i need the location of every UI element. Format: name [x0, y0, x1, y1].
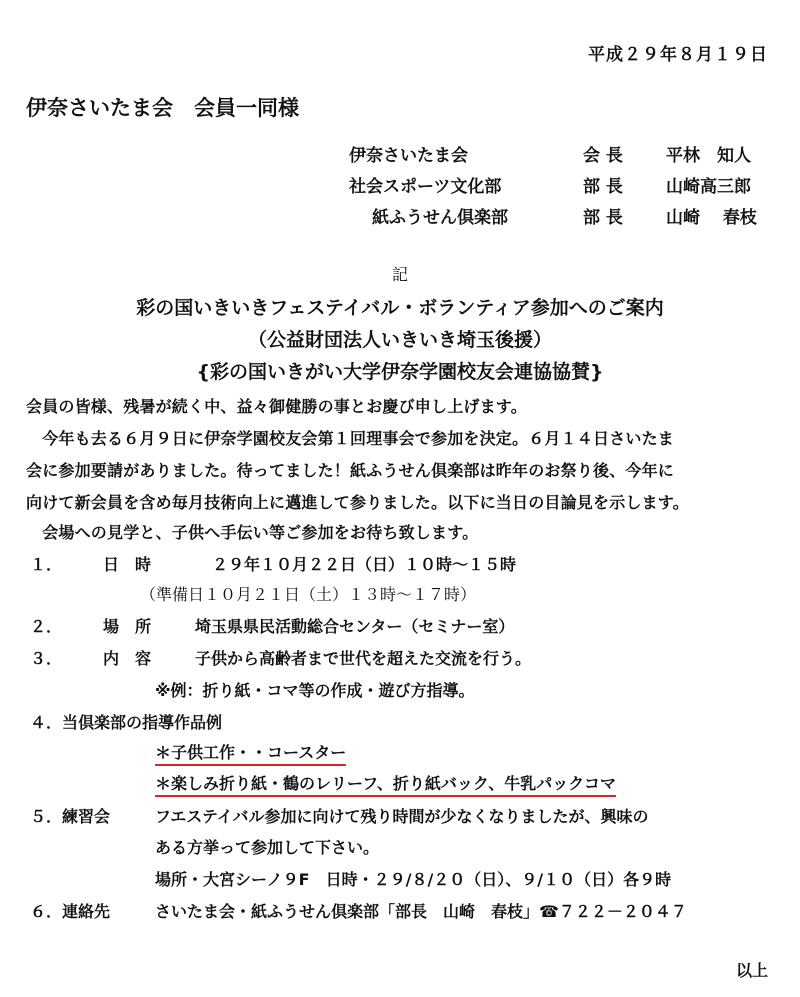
sender-block	[0, 0, 800, 230]
ki-mark: 記	[391, 265, 408, 284]
item-2-label: 場 所	[103, 617, 152, 636]
item-3-number: ３．	[30, 649, 63, 668]
document-date: 平成２９年８月１９日	[588, 45, 768, 65]
body-line-1: 会員の皆様、残暑が続く中、益々御健勝の事とお慶び申し上げます。	[26, 397, 527, 416]
item-1-sub: （準備日１０月２１日（土）１３時～１７時）	[140, 585, 477, 604]
sender-role-3: 部 長	[583, 208, 623, 228]
sender-name-1: 平林 知人	[666, 146, 751, 166]
sender-name-3: 山崎 春枝	[666, 208, 757, 228]
sender-org-1: 伊奈さいたま会	[349, 146, 468, 166]
sender-role-1: 会 長	[583, 146, 623, 166]
title-main: 彩の国いきいきフェステイバル・ボランティア参加へのご案内	[136, 297, 664, 319]
body-line-5: 会場への見学と、子供へ手伝い等ご参加をお待ち致します。	[26, 523, 479, 542]
item-6-value: さいたま会・紙ふうせん倶楽部「部長 山崎 春枝」☎７２２－２０４７	[155, 902, 687, 921]
item-4-example-2: ＊楽しみ折り紙・鶴のレリーフ、折り紙バック、牛乳パックコマ	[155, 771, 616, 797]
item-3-value: 子供から高齢者まで世代を超えた交流を行う。	[195, 649, 532, 668]
body-line-4: 向けて新会員を含め毎月技術向上に邁進して参りました。以下に当日の目論見を示します。	[26, 493, 689, 512]
sender-org-2: 社会スポーツ文化部	[349, 177, 502, 197]
sender-org-3: 紙ふうせん倶楽部	[372, 208, 508, 228]
item-5-number: ５．	[30, 807, 63, 826]
sender-role-2: 部 長	[583, 177, 623, 197]
item-2-number: ２．	[30, 617, 63, 636]
item-6-number: ６．	[30, 902, 63, 921]
sender-name-2: 山崎高三郎	[666, 177, 751, 197]
item-4-example-1: ＊子供工作・・コースター	[155, 740, 346, 766]
closing-ijou: 以上	[735, 961, 768, 980]
body-line-3: 会に参加要請がありました。待ってました！紙ふうせん倶楽部は昨年のお祭り後、今年に	[26, 461, 675, 480]
title-cosponsor: {彩の国いきがい大学伊奈学園校友会連協協賛}	[196, 361, 604, 383]
item-5-line-1: フエステイバル参加に向けて残り時間が少なくなりましたが、興味の	[155, 807, 649, 826]
item-3-label: 内 容	[103, 649, 152, 668]
item-4-label: 当倶楽部の指導作品例	[62, 713, 223, 732]
item-5-line-3: 場所・大宮シーノ９F 日時・２９/８/２０（日）、９/１０（日）各９時	[155, 870, 672, 889]
item-5-label: 練習会	[62, 807, 111, 826]
item-2-value: 埼玉県県民活動総合センター（セミナー室）	[195, 617, 515, 636]
item-1-number: １．	[30, 555, 63, 574]
addressee: 伊奈さいたま会 会員一同様	[26, 96, 299, 120]
item-5-line-2: ある方挙って参加して下さい。	[155, 838, 380, 857]
item-4-number: ４．	[30, 713, 63, 732]
item-1-label: 日 時	[103, 555, 152, 574]
item-1-value: ２９年１０月２２日（日）１０時～１５時	[212, 555, 517, 574]
title-sponsor: （公益財団法人いきいき埼玉後援）	[247, 329, 552, 351]
item-6-label: 連絡先	[62, 902, 111, 921]
body-line-2: 今年も去る６月９日に伊奈学園校友会第１回理事会で参加を決定。６月１４日さいたま	[26, 429, 675, 448]
item-3-sub: ※例：折り紙・コマ等の作成・遊び方指導。	[155, 681, 475, 700]
